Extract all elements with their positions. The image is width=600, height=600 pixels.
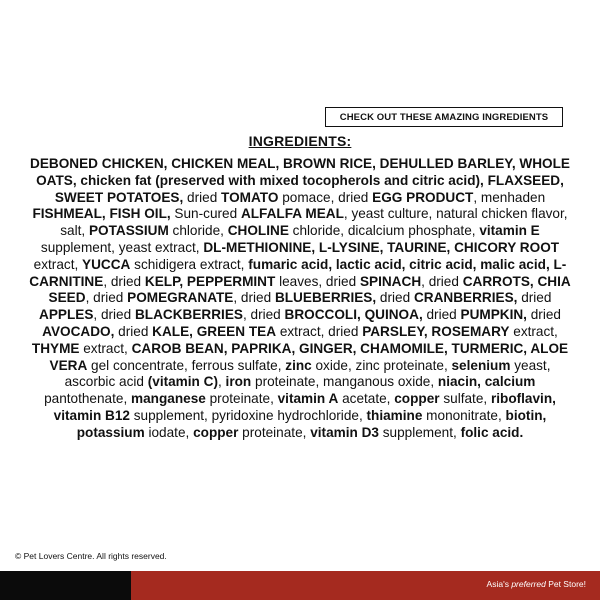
ingredient-bold-text: APPLES (39, 307, 94, 323)
ingredient-text: Sun-cured (170, 206, 241, 222)
ingredient-text: chloride, dicalcium phosphate, (288, 223, 480, 239)
ingredient-text: dried (422, 307, 461, 323)
ingredient-bold-text: folic acid. (460, 424, 524, 440)
ingredient-text: gel concentrate, ferrous sulfate, (87, 357, 286, 373)
ingredient-text: dried (376, 290, 414, 306)
ingredient-bold-text: niacin, calcium (437, 374, 536, 390)
ingredient-text: leaves, dried (275, 273, 360, 289)
ingredient-text: mononitrate, (422, 407, 506, 423)
ingredient-text: proteinate, (205, 391, 278, 407)
ingredient-bold-text: fumaric acid, lactic acid, citric acid, malic acid, L-CARNITINE (29, 256, 567, 289)
ingredient-bold-text: POTASSIUM (88, 223, 169, 239)
ingredient-bold-text: thiamine (366, 407, 423, 423)
tagline-post: Pet Store! (545, 579, 586, 589)
tagline-pre: Asia's (486, 579, 512, 589)
ingredient-text: proteinate, (238, 424, 311, 440)
ingredient-bold-text: CRANBERRIES, (413, 290, 518, 306)
ingredient-text: acetate, (338, 391, 395, 407)
ingredient-bold-text: PARSLEY, ROSEMARY (362, 323, 510, 339)
ingredient-text: , dried (242, 307, 285, 323)
ingredient-text: yeast, ascorbic acid (64, 357, 551, 390)
ingredient-text: dried (526, 307, 561, 323)
ingredient-bold-text: KELP, PEPPERMINT (144, 273, 276, 289)
ingredient-bold-text: copper (394, 391, 440, 407)
ingredient-bold-text: DEBONED CHICKEN, CHICKEN MEAL, BROWN RICE, DEHULLED BARLEY, WHOLE OATS, chicken fat (preserved with mixed tocopherols and citric acid), FLAXSEED, SWEET POTATOES, (30, 156, 570, 205)
ingredient-bold-text: CAROB BEAN, PAPRIKA, GINGER, CHAMOMILE, TURMERIC, ALOE VERA (49, 340, 569, 373)
ingredient-text: supplement, (378, 424, 461, 440)
ingredient-bold-text: selenium (451, 357, 511, 373)
ingredient-text: supplement, pyridoxine hydrochloride, (129, 407, 367, 423)
ingredient-text: iodate, (144, 424, 194, 440)
ingredient-text: , yeast culture, natural chicken flavor, salt, (60, 206, 568, 239)
ingredient-text: extract, (33, 256, 83, 272)
ingredient-bold-text: (vitamin C) (147, 374, 218, 390)
ingredient-text: schidigera extract, (130, 256, 249, 272)
ingredient-text: pantothenate, (44, 391, 132, 407)
ingredient-text: pomace, dried (278, 189, 373, 205)
ingredient-text: , dried (233, 290, 275, 306)
store-tagline (487, 579, 586, 589)
check-out-ingredients-button[interactable]: CHECK OUT THESE AMAZING INGREDIENTS (325, 107, 563, 127)
ingredient-bold-text: KALE, GREEN TEA (152, 323, 277, 339)
ingredient-text: extract, (509, 323, 558, 339)
ingredient-bold-text: vitamin A (277, 391, 339, 407)
ingredient-bold-text: zinc (285, 357, 312, 373)
ingredient-text: , dried (421, 273, 463, 289)
ingredient-bold-text: CARROTS, CHIA SEED (48, 273, 571, 306)
ingredient-text: oxide, zinc proteinate, (311, 357, 452, 373)
footer-black-bar (0, 571, 131, 600)
ingredient-text: , menhaden (473, 189, 546, 205)
ingredient-bold-text: YUCCA (82, 256, 131, 272)
ingredient-text: chloride, (168, 223, 228, 239)
ingredients-list (28, 156, 572, 442)
ingredient-text: , dried (103, 273, 145, 289)
ingredient-bold-text: TOMATO (221, 189, 279, 205)
ingredient-text: , dried (93, 307, 135, 323)
ingredient-bold-text: DL-METHIONINE, L-LYSINE, TAURINE, CHICORY ROOT (203, 239, 560, 255)
ingredient-bold-text: BROCCOLI, QUINOA, (284, 307, 423, 323)
ingredient-text: extract, (79, 340, 132, 356)
ingredient-bold-text: BLACKBERRIES (134, 307, 243, 323)
ingredient-text: , dried (85, 290, 128, 306)
ingredient-text: , (217, 374, 226, 390)
ingredient-bold-text: FISHMEAL, FISH OIL, (32, 206, 171, 222)
tagline-emphasis: preferred (511, 579, 546, 589)
ingredient-bold-text: AVOCADO, (42, 323, 115, 339)
ingredient-bold-text: POMEGRANATE (127, 290, 234, 306)
ingredient-text: dried (517, 290, 552, 306)
ingredient-bold-text: EGG PRODUCT (372, 189, 474, 205)
ingredient-bold-text: ALFALFA MEAL (240, 206, 344, 222)
ingredient-bold-text: THYME (31, 340, 80, 356)
ingredient-text: extract, dried (276, 323, 363, 339)
ingredient-bold-text: CHOLINE (227, 223, 289, 239)
ingredient-text: dried (114, 323, 153, 339)
ingredient-text: sulfate, (439, 391, 491, 407)
ingredient-bold-text: SPINACH (359, 273, 422, 289)
ingredient-text: dried (183, 189, 222, 205)
ingredients-heading: INGREDIENTS: (248, 133, 352, 149)
ingredient-bold-text: PUMPKIN, (460, 307, 527, 323)
ingredient-text: proteinate, manganous oxide, (251, 374, 438, 390)
ingredient-bold-text: riboflavin, vitamin B12 (53, 391, 556, 423)
ingredient-text: supplement, yeast extract, (40, 239, 204, 255)
copyright-notice: © Pet Lovers Centre. All rights reserved. (15, 551, 167, 561)
ingredient-bold-text: vitamin E (479, 223, 540, 239)
ingredient-bold-text: BLUEBERRIES, (274, 290, 377, 306)
ingredient-bold-text: biotin, potassium (76, 407, 547, 440)
ingredient-bold-text: vitamin D3 (310, 424, 379, 440)
ingredient-bold-text: manganese (131, 391, 206, 407)
ingredient-bold-text: iron (225, 374, 252, 390)
ingredient-bold-text: copper (193, 424, 239, 440)
